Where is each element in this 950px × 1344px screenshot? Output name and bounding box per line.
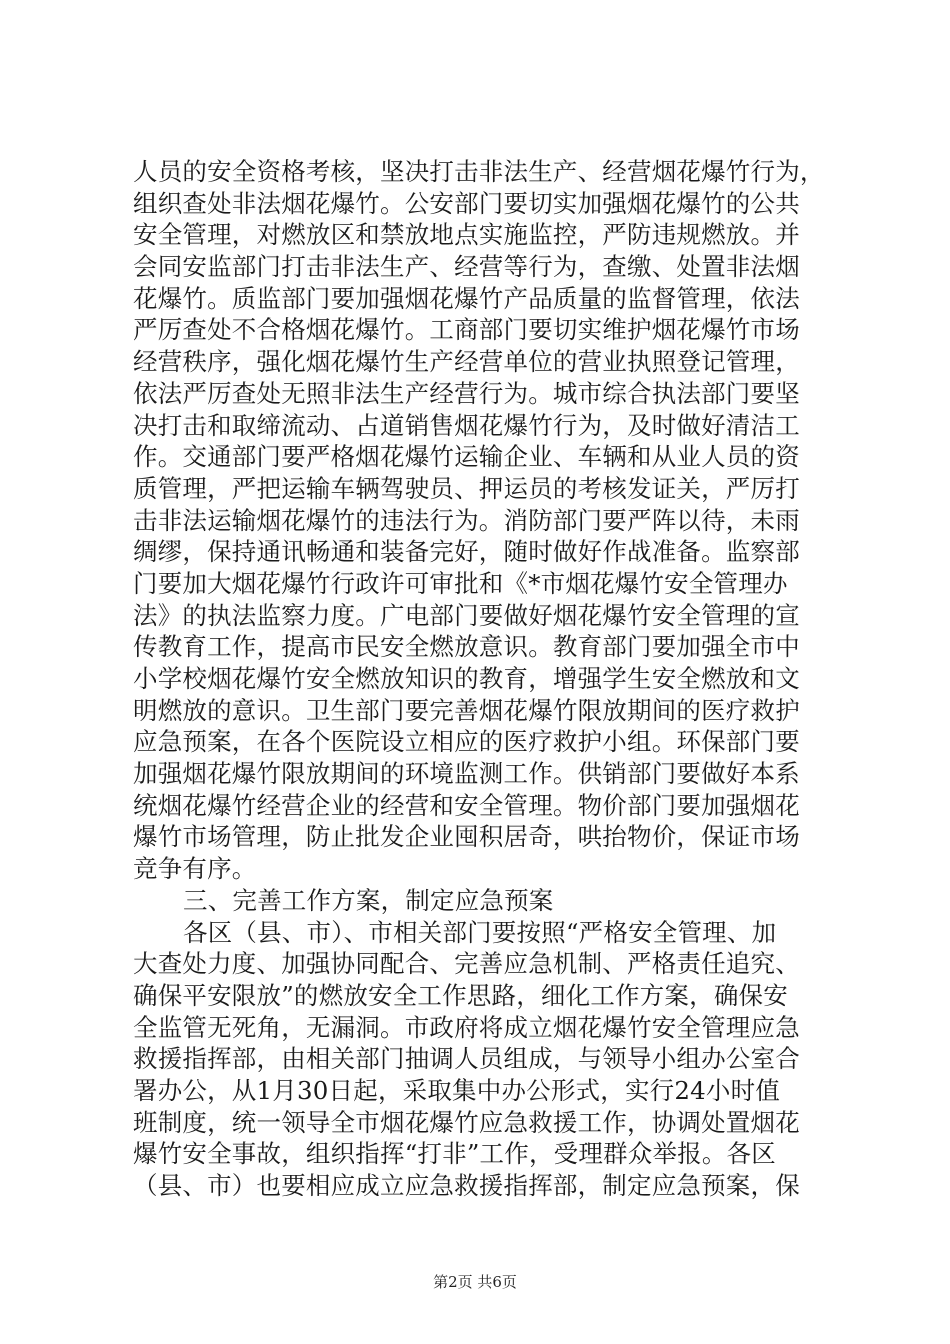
text-line: 各区（县、市）、市相关部门要按照“严格安全管理、加: [183, 917, 777, 947]
text-line: 加强烟花爆竹限放期间的环境监测工作。供销部门要做好本系: [133, 759, 800, 789]
text-line: 经营秩序，强化烟花爆竹生产经营单位的营业执照登记管理，: [133, 347, 800, 377]
text-line: 确保平安限放”的燃放安全工作思路，细化工作方案，确保安: [133, 980, 788, 1010]
text-line: 安全管理，对燃放区和禁放地点实施监控，严防违规燃放。并: [133, 220, 800, 250]
text-line: 会同安监部门打击非法生产、经营等行为，查缴、处置非法烟: [133, 252, 800, 282]
text-line: 小学校烟花爆竹安全燃放知识的教育，增强学生安全燃放和文: [133, 664, 800, 693]
text-line: 依法严厉查处无照非法生产经营行为。城市综合执法部门要坚: [133, 378, 800, 408]
page-number-label: 第2页 共6页: [433, 1273, 517, 1291]
text-line: 严厉查处不合格烟花爆竹。工商部门要切实维护烟花爆竹市场: [133, 315, 800, 345]
body-text: [133, 156, 823, 1202]
text-line: 班制度，统一领导全市烟花爆竹应急救援工作，协调处置烟花: [133, 1107, 800, 1137]
section-heading: 三、完善工作方案，制定应急预案: [183, 885, 554, 915]
page-footer: [0, 1272, 950, 1292]
text-line: 绸缪，保持通讯畅通和装备完好，随时做好作战准备。监察部: [133, 537, 800, 567]
text-line: 明燃放的意识。卫生部门要完善烟花爆竹限放期间的医疗救护: [133, 695, 800, 725]
text-line: 全监管无死角，无漏洞。市政府将成立烟花爆竹安全管理应急: [133, 1012, 800, 1042]
text-line: 大查处力度、加强协同配合、完善应急机制、严格责任追究、: [133, 949, 800, 979]
text-line: （县、市）也要相应成立应急救援指挥部，制定应急预案，保: [133, 1171, 800, 1200]
text-line: 作。交通部门要严格烟花爆竹运输企业、车辆和从业人员的资: [133, 442, 800, 472]
text-line: 传教育工作，提高市民安全燃放意识。教育部门要加强全市中: [133, 632, 800, 662]
text-line: 竞争有序。: [133, 854, 257, 884]
text-line: 组织查处非法烟花爆竹。公安部门要切实加强烟花爆竹的公共: [133, 188, 800, 218]
text-line: 花爆竹。质监部门要加强烟花爆竹产品质量的监督管理，依法: [133, 283, 800, 313]
text-line: 击非法运输烟花爆竹的违法行为。消防部门要严阵以待，未雨: [133, 505, 800, 535]
text-line: 署办公，从1月30日起，采取集中办公形式，实行24小时值: [133, 1075, 781, 1105]
text-line: 救援指挥部，由相关部门抽调人员组成，与领导小组办公室合: [133, 1044, 800, 1074]
text-line: 法》的执法监察力度。广电部门要做好烟花爆竹安全管理的宣: [133, 600, 800, 630]
text-line: 爆竹安全事故，组织指挥“打非”工作，受理群众举报。各区: [133, 1139, 776, 1169]
text-line: 门要加大烟花爆竹行政许可审批和《*市烟花爆竹安全管理办: [133, 568, 788, 598]
text-line: 决打击和取缔流动、占道销售烟花爆竹行为，及时做好清洁工: [133, 410, 800, 440]
text-line: 人员的安全资格考核，坚决打击非法生产、经营烟花爆竹行为，: [133, 157, 825, 186]
text-line: 爆竹市场管理，防止批发企业囤积居奇，哄抬物价，保证市场: [133, 822, 800, 852]
text-line: 质管理，严把运输车辆驾驶员、押运员的考核发证关，严厉打: [133, 473, 800, 503]
text-line: 统烟花爆竹经营企业的经营和安全管理。物价部门要加强烟花: [133, 790, 800, 820]
text-line: 应急预案，在各个医院设立相应的医疗救护小组。环保部门要: [133, 727, 800, 757]
